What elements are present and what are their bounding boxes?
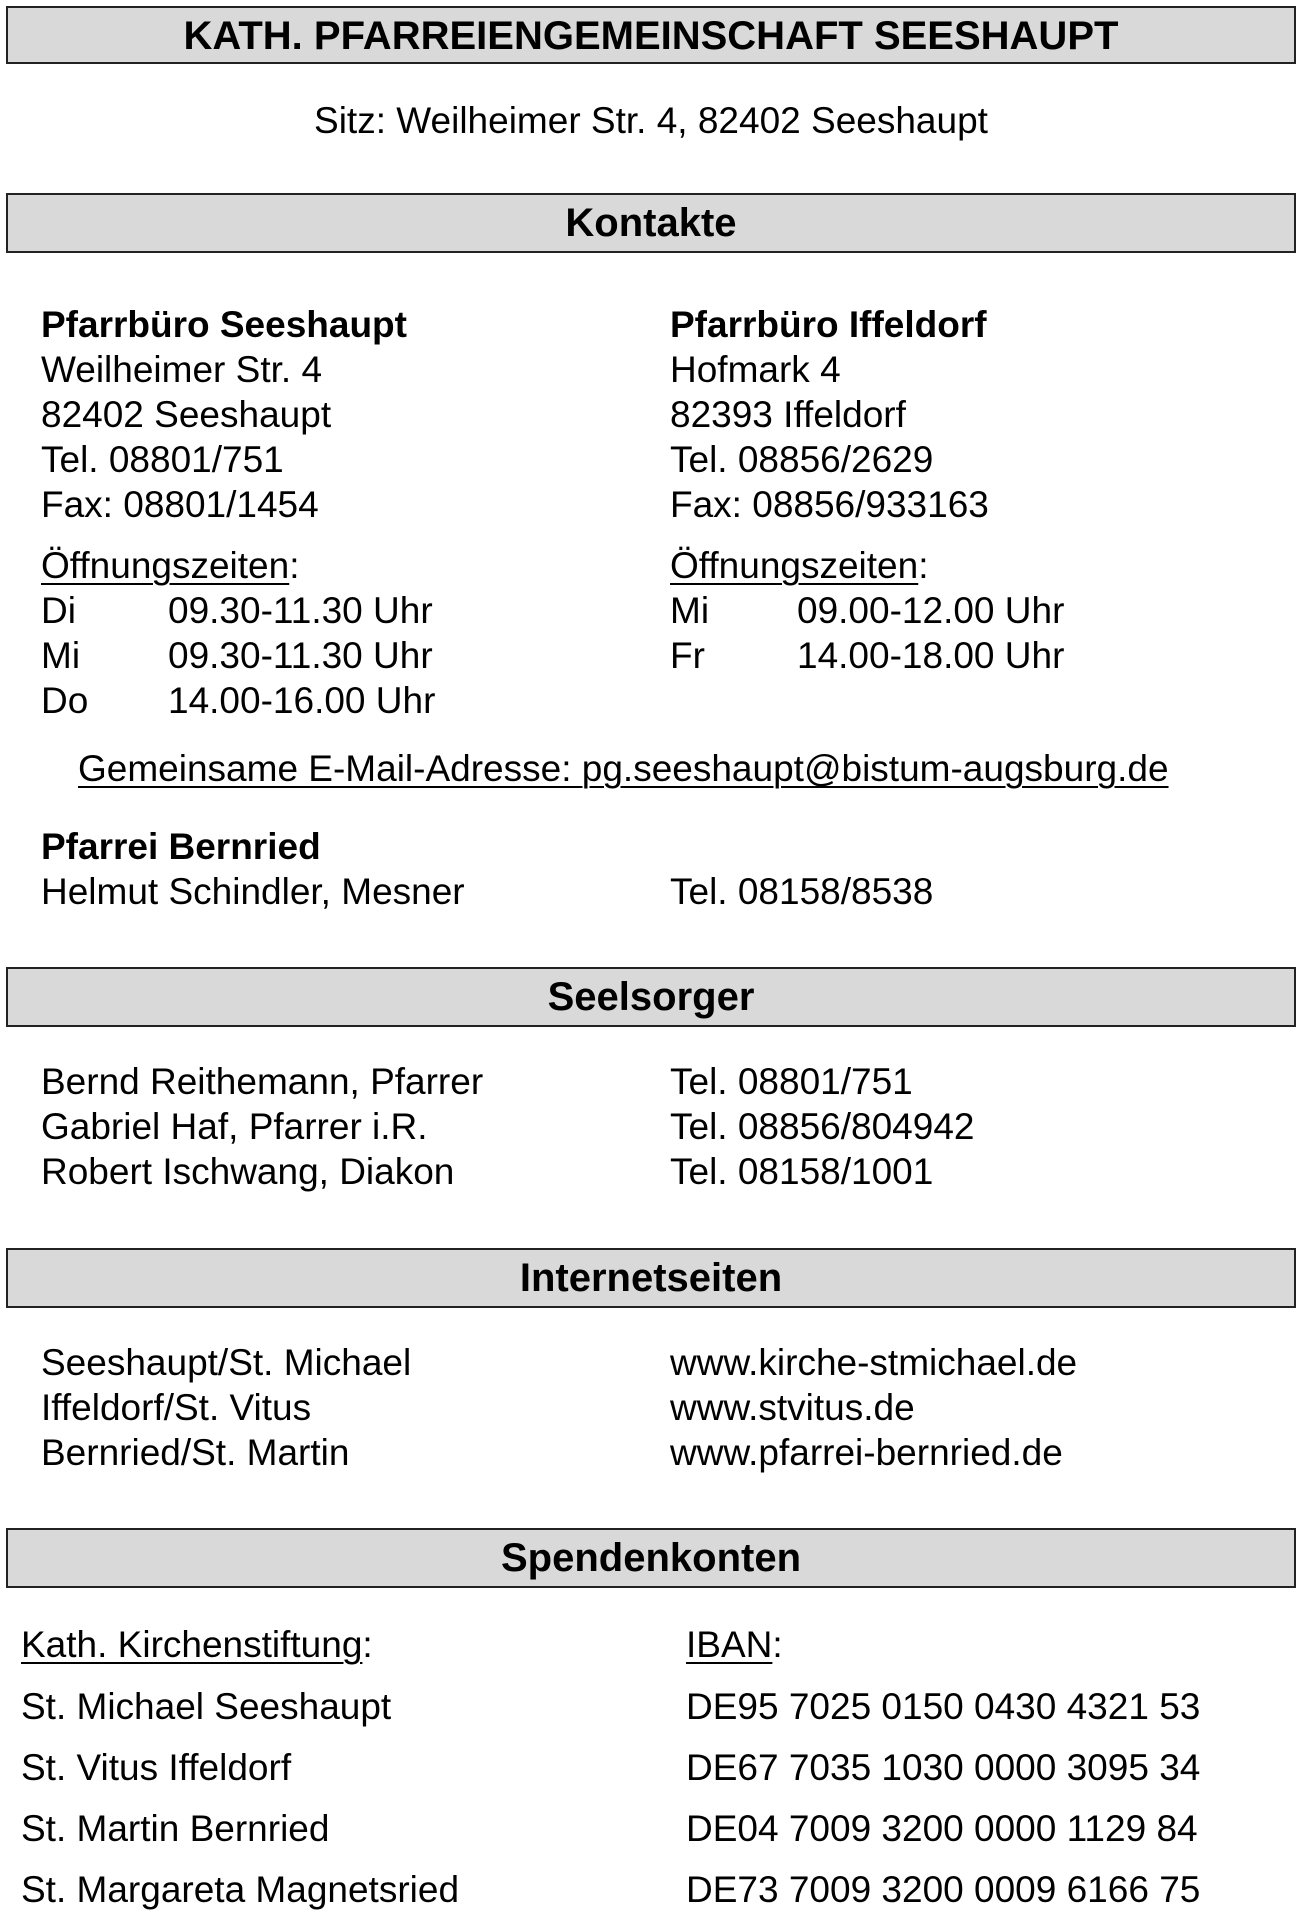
hours-row: Fr 14.00-18.00 Uhr	[670, 635, 1065, 676]
account-name: St. Martin Bernried	[21, 1808, 330, 1849]
site-url-link[interactable]: www.pfarrei-bernried.de	[670, 1432, 1063, 1473]
page-title: KATH. PFARREIENGEMEINSCHAFT SEESHAUPT	[6, 6, 1296, 64]
section-heading-kontakte: Kontakte	[6, 193, 1296, 253]
bernried-tel: Tel. 08158/8538	[670, 871, 934, 912]
office-tel: Tel. 08856/2629	[670, 439, 934, 480]
account-name: St. Michael Seeshaupt	[21, 1686, 392, 1727]
hours-row: Mi 09.30-11.30 Uhr	[41, 635, 433, 676]
account-iban: DE73 7009 3200 0009 6166 75	[686, 1869, 1201, 1910]
hours-row: Do 14.00-16.00 Uhr	[41, 680, 436, 721]
site-urls	[670, 1340, 1077, 1475]
person-tel: Tel. 08856/804942	[670, 1106, 975, 1147]
shared-email-link[interactable]: Gemeinsame E-Mail-Adresse: pg.seeshaupt@bistum-augsburg.de	[78, 748, 1169, 789]
office-name: Pfarrbüro Seeshaupt	[41, 304, 407, 345]
office-tel: Tel. 08801/751	[41, 439, 284, 480]
account-iban: DE67 7035 1030 0000 3095 34	[686, 1747, 1201, 1788]
account-name: St. Vitus Iffeldorf	[21, 1747, 292, 1788]
bernried-contact: Helmut Schindler, Mesner	[41, 871, 465, 912]
office-city: 82402 Seeshaupt	[41, 394, 332, 435]
hours-label: Öffnungszeiten	[670, 545, 919, 586]
site-url-link[interactable]: www.stvitus.de	[670, 1387, 915, 1428]
office-iffeldorf	[670, 302, 989, 527]
account-name: St. Margareta Magnetsried	[21, 1869, 460, 1910]
office-street: Weilheimer Str. 4	[41, 349, 323, 390]
seelsorger-names	[41, 1059, 483, 1194]
account-iban: DE04 7009 3200 0000 1129 84	[686, 1808, 1198, 1849]
office-seeshaupt	[41, 302, 407, 527]
office-street: Hofmark 4	[670, 349, 841, 390]
section-heading-seelsorger: Seelsorger	[6, 967, 1296, 1027]
person-tel: Tel. 08801/751	[670, 1061, 913, 1102]
site-name: Seeshaupt/St. Michael	[41, 1342, 412, 1383]
person-tel: Tel. 08158/1001	[670, 1151, 934, 1192]
section-heading-internetseiten: Internetseiten	[6, 1248, 1296, 1308]
section-heading-spendenkonten: Spendenkonten	[6, 1528, 1296, 1588]
site-names	[41, 1340, 411, 1475]
person-name: Gabriel Haf, Pfarrer i.R.	[41, 1106, 428, 1147]
seelsorger-tels	[670, 1059, 975, 1194]
hours-row: Di 09.30-11.30 Uhr	[41, 590, 433, 631]
person-name: Bernd Reithemann, Pfarrer	[41, 1061, 484, 1102]
header-address: Sitz: Weilheimer Str. 4, 82402 Seeshaupt	[314, 100, 988, 141]
accounts-label: Kath. Kirchenstiftung:	[21, 1624, 373, 1665]
office-fax: Fax: 08801/1454	[41, 484, 319, 525]
bernried-name: Pfarrei Bernried	[41, 826, 321, 867]
site-name: Bernried/St. Martin	[41, 1432, 350, 1473]
hours-label: Öffnungszeiten	[41, 545, 290, 586]
site-url-link[interactable]: www.kirche-stmichael.de	[670, 1342, 1078, 1383]
iban-label: IBAN:	[686, 1624, 783, 1665]
person-name: Robert Ischwang, Diakon	[41, 1151, 455, 1192]
hours-row: Mi 09.00-12.00 Uhr	[670, 590, 1065, 631]
account-iban: DE95 7025 0150 0430 4321 53	[686, 1686, 1201, 1727]
office-fax: Fax: 08856/933163	[670, 484, 989, 525]
site-name: Iffeldorf/St. Vitus	[41, 1387, 312, 1428]
office-city: 82393 Iffeldorf	[670, 394, 906, 435]
hours-seeshaupt: Öffnungszeiten: Di 09.30-11.30 Uhr Mi 09.30-11.30 Uhr Do 14.00-16.00 Uhr	[41, 545, 436, 721]
office-name: Pfarrbüro Iffeldorf	[670, 304, 987, 345]
hours-iffeldorf: Öffnungszeiten: Mi 09.00-12.00 Uhr Fr 14.00-18.00 Uhr	[670, 545, 1065, 676]
